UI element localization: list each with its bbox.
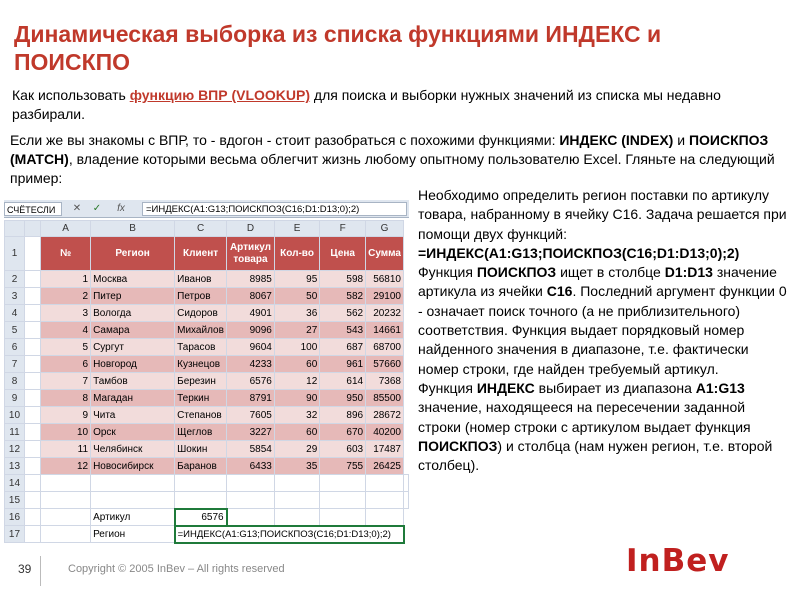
second-paragraph [10,131,775,188]
data-cell[interactable]: 1 [41,271,91,288]
region-formula-cell[interactable]: =ИНДЕКС(A1:G13;ПОИСКПОЗ(C16;D1:D13;0);2) [175,526,404,543]
data-cell[interactable]: Сургут [91,339,175,356]
data-cell[interactable]: 10 [41,424,91,441]
match-explanation [418,263,790,379]
data-cell[interactable]: 562 [320,305,366,322]
row-header[interactable]: 17 [5,526,25,543]
column-header[interactable]: D [227,221,275,237]
data-cell[interactable]: Самара [91,322,175,339]
data-cell[interactable]: Михайлов [175,322,227,339]
text: значение артикула из ячейки [418,264,777,300]
range-term: D1:D13 [664,264,713,281]
formula-text [418,244,790,263]
data-cell[interactable]: 614 [320,373,366,390]
table-row [5,356,409,373]
column-header[interactable]: C [175,221,227,237]
blank-cell[interactable] [24,390,40,407]
data-cell[interactable]: Теркин [175,390,227,407]
data-cell[interactable]: Новосибирск [91,458,175,475]
intro-prefix: Как использовать [12,87,130,103]
column-header[interactable]: G [366,221,404,237]
slide-title: Динамическая выборка из списка функциями ИНДЕКС и ПОИСКПО [14,21,662,75]
para2-index-term: ИНДЕКС (INDEX) [559,132,674,148]
cell-term: C16 [546,283,573,300]
data-cell[interactable]: 9096 [227,322,275,339]
data-cell[interactable]: 4233 [227,356,275,373]
data-cell[interactable]: 27 [274,322,319,339]
row-header[interactable]: 11 [5,424,25,441]
data-cell[interactable]: Иванов [175,271,227,288]
blank-cell[interactable] [404,475,409,492]
table-header-cell[interactable]: Цена [320,237,366,271]
data-cell[interactable]: Челябинск [91,441,175,458]
table-row [5,475,409,492]
data-cell[interactable]: Москва [91,271,175,288]
data-cell[interactable]: Питер [91,288,175,305]
table-row [5,322,409,339]
blank-cell[interactable] [24,424,40,441]
column-header[interactable]: F [320,221,366,237]
row-header[interactable]: 4 [5,305,25,322]
blank-cell[interactable] [227,475,275,492]
data-cell[interactable]: 5854 [227,441,275,458]
data-cell[interactable]: 17487 [366,441,404,458]
data-cell[interactable]: 35 [274,458,319,475]
data-cell[interactable]: 100 [274,339,319,356]
row-header[interactable]: 3 [5,288,25,305]
blank-cell[interactable] [366,509,404,526]
data-cell[interactable]: Шокин [175,441,227,458]
index-explanation [418,379,790,475]
blank-cell[interactable] [24,475,40,492]
match-term: ПОИСКПОЗ [418,437,498,454]
blank-cell[interactable] [227,492,275,509]
row-header[interactable]: 6 [5,339,25,356]
para2-match-term: ПОИСКПОЗ (MATCH) [10,132,769,167]
data-cell[interactable]: 26425 [366,458,404,475]
table-header-cell[interactable]: Клиент [175,237,227,271]
table-row [5,509,409,526]
blank-cell[interactable] [274,475,319,492]
row-header[interactable]: 13 [5,458,25,475]
blank-cell[interactable] [24,373,40,390]
data-cell[interactable]: 57660 [366,356,404,373]
table-row [5,339,409,356]
copyright-text: Copyright © 2005 InBev – All rights reserved [68,563,285,575]
data-cell[interactable]: 4 [41,322,91,339]
data-cell[interactable]: 90 [274,390,319,407]
data-cell[interactable]: 29100 [366,288,404,305]
data-cell[interactable]: 6576 [227,373,275,390]
blank-cell[interactable] [24,441,40,458]
table-row [5,373,409,390]
row-header[interactable]: 14 [5,475,25,492]
row-header[interactable]: 5 [5,322,25,339]
blank-cell[interactable] [24,509,40,526]
inbev-logo: InBev [626,543,730,579]
data-cell[interactable]: 14661 [366,322,404,339]
data-cell[interactable]: 950 [320,390,366,407]
data-cell[interactable]: 9604 [227,339,275,356]
table-header-cell[interactable]: № [41,237,91,271]
task-description: Необходимо определить регион поставки по артикулу товара, набранному в ячейку С16. Задача решается при помощи двух функций: [418,187,787,242]
data-cell[interactable]: 7368 [366,373,404,390]
data-cell[interactable]: 29 [274,441,319,458]
formula-bold: =ИНДЕКС(A1:G13;ПОИСКПОЗ(C16;D1:D13;0);2) [418,244,740,261]
name-box[interactable]: СЧЁТЕСЛИ [4,202,62,216]
table-row [5,407,409,424]
data-cell[interactable]: 9 [41,407,91,424]
blank-cell[interactable] [41,492,91,509]
column-header[interactable] [24,221,40,237]
data-cell[interactable]: 7 [41,373,91,390]
data-cell[interactable]: 8067 [227,288,275,305]
data-cell[interactable]: 3 [41,305,91,322]
column-header[interactable]: A [41,221,91,237]
data-cell[interactable]: Сидоров [175,305,227,322]
blank-cell[interactable] [24,356,40,373]
blank-cell[interactable] [404,492,409,509]
blank-cell[interactable] [320,475,366,492]
data-cell[interactable]: 4901 [227,305,275,322]
blank-cell[interactable] [175,475,227,492]
intro-suffix: для поиска и выборки нужных значений из списка мы недавно разбирали. [12,87,721,122]
data-cell[interactable]: Березин [175,373,227,390]
data-cell[interactable]: Степанов [175,407,227,424]
page-number: 39 [18,562,32,576]
para2-text-a: Если же вы знакомы с ВПР, то - вдогон - стоит разобраться с похожими функциями: [10,132,560,148]
blank-cell[interactable] [91,492,175,509]
blank-cell[interactable] [24,492,40,509]
blank-cell[interactable] [24,237,40,271]
cancel-icon[interactable]: ✕ [72,203,82,214]
column-header[interactable]: E [274,221,319,237]
data-cell[interactable]: 12 [274,373,319,390]
blank-cell[interactable] [41,526,91,543]
data-cell[interactable]: 603 [320,441,366,458]
blank-cell[interactable] [24,322,40,339]
blank-cell[interactable] [175,492,227,509]
table-row [5,492,409,509]
row-header[interactable]: 7 [5,356,25,373]
blank-cell[interactable] [41,509,91,526]
row-header[interactable]: 2 [5,271,25,288]
blank-cell[interactable] [41,475,91,492]
data-cell[interactable]: 2 [41,288,91,305]
para2-text-e: , владение которыми весьма облегчит жизнь любому опытному пользователю Excel. Гляньте на следующий пример: [10,151,775,186]
data-cell[interactable]: 95 [274,271,319,288]
data-cell[interactable]: 8791 [227,390,275,407]
data-cell[interactable]: Орск [91,424,175,441]
corner-cell[interactable] [5,221,25,237]
row-header[interactable]: 12 [5,441,25,458]
blank-cell[interactable] [24,305,40,322]
article-input-cell[interactable]: 6576 [175,509,227,526]
data-cell[interactable]: 60 [274,356,319,373]
table-row [5,526,409,543]
text: ) и столбца (нам нужен регион, т.е. второй столбец). [418,437,773,474]
data-cell[interactable]: 961 [320,356,366,373]
footer-divider [40,556,41,586]
data-cell[interactable]: Тамбов [91,373,175,390]
data-cell[interactable]: 12 [41,458,91,475]
table-row [5,271,409,288]
blank-cell[interactable] [320,492,366,509]
data-cell[interactable]: Магадан [91,390,175,407]
row-header[interactable]: 8 [5,373,25,390]
table-row [5,441,409,458]
data-cell[interactable]: 8985 [227,271,275,288]
table-header-cell[interactable]: Регион [91,237,175,271]
data-cell[interactable]: Вологда [91,305,175,322]
data-cell[interactable]: 8 [41,390,91,407]
data-cell[interactable]: Петров [175,288,227,305]
blank-cell[interactable] [24,271,40,288]
table-row [5,424,409,441]
data-cell[interactable]: 36 [274,305,319,322]
data-cell[interactable]: 687 [320,339,366,356]
data-cell[interactable]: Чита [91,407,175,424]
data-cell[interactable]: 6 [41,356,91,373]
data-cell[interactable]: Щеглов [175,424,227,441]
spreadsheet-grid [4,220,409,544]
table-row [5,305,409,322]
blank-cell[interactable] [24,339,40,356]
label-cell[interactable]: Регион [91,526,175,543]
table-row [5,390,409,407]
data-cell[interactable]: 68700 [366,339,404,356]
data-cell[interactable]: 60 [274,424,319,441]
text: Функция [418,379,477,396]
fx-icon[interactable]: fx [117,203,125,214]
data-cell[interactable]: 755 [320,458,366,475]
text: ищет в столбце [556,264,665,281]
data-cell[interactable]: 28672 [366,407,404,424]
text: . Последний аргумент функции 0 - означает поиск точного (а не приблизительного) соответствия. Функция выдает порядковый номер найденного значения в диапазоне, т.е. фактически номер строки, где найден требуемый артикул. [418,283,787,377]
data-cell[interactable]: 670 [320,424,366,441]
para2-text-c: и [673,132,689,148]
match-term: ПОИСКПОЗ [476,264,557,281]
index-term: ИНДЕКС [476,379,535,396]
table-row [5,458,409,475]
blank-cell[interactable] [24,526,40,543]
blank-cell[interactable] [274,492,319,509]
blank-cell[interactable] [366,475,404,492]
blank-cell[interactable] [274,509,319,526]
data-cell[interactable]: 543 [320,322,366,339]
data-cell[interactable]: 20232 [366,305,404,322]
blank-cell[interactable] [227,509,275,526]
row-header[interactable]: 16 [5,509,25,526]
table-header-cell[interactable]: Артикул товара [227,237,275,271]
data-cell[interactable]: 50 [274,288,319,305]
data-cell[interactable]: Кузнецов [175,356,227,373]
excel-screenshot [4,200,409,540]
data-cell[interactable]: 5 [41,339,91,356]
data-cell[interactable]: 598 [320,271,366,288]
blank-cell[interactable] [24,407,40,424]
row-header[interactable]: 15 [5,492,25,509]
row-header[interactable]: 10 [5,407,25,424]
formula-bar [4,200,409,218]
data-cell[interactable]: 32 [274,407,319,424]
table-header-cell[interactable]: Сумма [366,237,404,271]
data-cell[interactable]: 56810 [366,271,404,288]
data-cell[interactable]: 3227 [227,424,275,441]
range-term: A1:G13 [695,379,745,396]
data-cell[interactable]: 11 [41,441,91,458]
data-cell[interactable]: 85500 [366,390,404,407]
text: значение, находящееся на пересечении заданной строки (номер строки с артикулом выдает функция [418,399,751,435]
table-header-cell[interactable]: Кол-во [274,237,319,271]
data-cell[interactable]: 6433 [227,458,275,475]
blank-cell[interactable] [320,509,366,526]
blank-cell[interactable] [24,458,40,475]
blank-cell[interactable] [91,475,175,492]
text: выбирает из диапазона [534,379,696,396]
enter-check-icon[interactable]: ✓ [92,203,102,214]
column-header[interactable]: B [91,221,175,237]
row-header[interactable]: 9 [5,390,25,407]
vlookup-link[interactable]: функцию ВПР (VLOOKUP) [129,87,311,103]
intro-paragraph [12,86,752,124]
data-cell[interactable]: 896 [320,407,366,424]
explanation-text [418,186,790,475]
data-cell[interactable]: Тарасов [175,339,227,356]
label-cell[interactable]: Артикул [91,509,175,526]
data-cell[interactable]: 582 [320,288,366,305]
blank-cell[interactable] [24,288,40,305]
blank-cell[interactable] [366,492,404,509]
data-cell[interactable]: Баранов [175,458,227,475]
row-header[interactable]: 1 [5,237,25,271]
formula-input[interactable]: =ИНДЕКС(A1:G13;ПОИСКПОЗ(C16;D1:D13;0);2) [142,202,407,216]
data-cell[interactable]: 7605 [227,407,275,424]
text: Функция [418,264,477,281]
table-row [5,288,409,305]
data-cell[interactable]: 40200 [366,424,404,441]
data-cell[interactable]: Новгород [91,356,175,373]
